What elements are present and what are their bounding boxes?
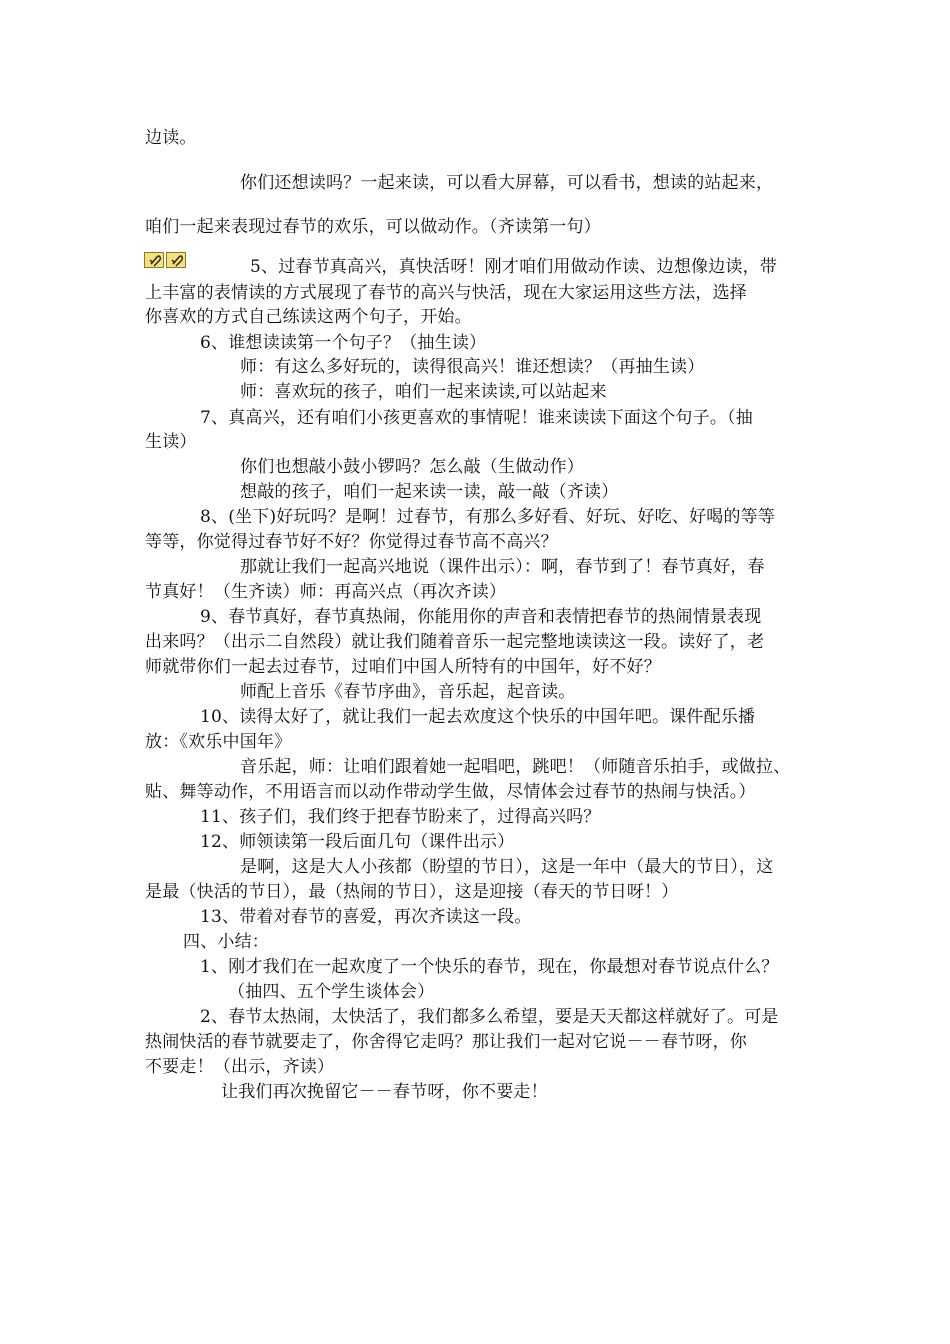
section-heading: 四、小结： xyxy=(183,932,269,952)
text-line: 想敲的孩子，咱们一起来读一读，敲一敲（齐读） xyxy=(240,482,619,502)
toolbar-icon-group xyxy=(144,252,186,268)
text-line: 7、真高兴，还有咱们小孩更喜欢的事情呢！谁来读读下面这个句子。（抽 xyxy=(200,408,753,428)
text-line: 1、刚才我们在一起欢度了一个快乐的春节，现在，你最想对春节说点什么？ xyxy=(200,957,779,977)
text-line: 8、(坐下)好玩吗？是啊！过春节，有那么多好看、好玩、好吃、好喝的等等 xyxy=(200,507,776,527)
text-line: 是啊，这是大人小孩都（盼望的节日），这是一年中（最大的节日），这 xyxy=(240,857,774,877)
text-line: 12、师领读第一段后面几句（课件出示） xyxy=(200,832,515,852)
text-line: 出来吗？（出示二自然段）就让我们随着音乐一起完整地读读这一段。读好了，老 xyxy=(145,632,765,652)
text-line: 热闹快活的春节就要走了，你舍得它走吗？那让我们一起对它说－－春节呀，你 xyxy=(145,1032,747,1052)
text-line: 让我们再次挽留它－－春节呀，你不要走！ xyxy=(221,1082,548,1102)
text-line: 是最（快活的节日），最（热闹的节日），这是迎接（春天的节日呀！） xyxy=(145,882,679,902)
text-line: 6、谁想读读第一个句子？（抽生读） xyxy=(200,333,487,353)
text-line: 10、读得太好了，就让我们一起去欢度这个快乐的中国年吧。课件配乐播 xyxy=(200,707,756,727)
paperclip-icon xyxy=(166,252,186,268)
text-line: 边读。 xyxy=(145,128,197,148)
text-line: 放：《欢乐中国年》 xyxy=(145,732,292,752)
paperclip-icon xyxy=(144,252,164,268)
text-line: 音乐起，师：让咱们跟着她一起唱吧，跳吧！（师随音乐拍手，或做拉、 xyxy=(240,757,791,777)
text-line: 你们还想读吗？一起来读，可以看大屏幕，可以看书，想读的站起来， xyxy=(240,173,774,193)
text-line: 11、孩子们，我们终于把春节盼来了，过得高兴吗？ xyxy=(200,807,601,827)
text-line: 上丰富的表情读的方式展现了春节的高兴与快活，现在大家运用这些方法，选择 xyxy=(145,283,747,303)
text-line: 生读） xyxy=(145,432,197,452)
text-line: 那就让我们一起高兴地说（课件出示）：啊，春节到了！春节真好，春 xyxy=(240,557,765,577)
text-line: 咱们一起来表现过春节的欢乐，可以做动作。（齐读第一句） xyxy=(145,217,601,237)
text-line: 2、春节太热闹，太快活了，我们都多么希望，要是天天都这样就好了。可是 xyxy=(200,1007,779,1027)
text-line: 等等，你觉得过春节好不好？你觉得过春节高不高兴？ xyxy=(145,532,558,552)
text-line: 13、带着对春节的喜爱，再次齐读这一段。 xyxy=(200,907,532,927)
text-line: 不要走！（出示，齐读） xyxy=(145,1057,335,1077)
text-line: 师就带你们一起去过春节，过咱们中国人所特有的中国年，好不好？ xyxy=(145,657,661,677)
text-line: 9、春节真好，春节真热闹，你能用你的声音和表情把春节的热闹情景表现 xyxy=(200,607,762,627)
text-line: 贴、舞等动作，不用语言而以动作带动学生做，尽情体会过春节的热闹与快活。） xyxy=(145,782,756,802)
text-line: （抽四、五个学生谈体会） xyxy=(228,982,435,1002)
text-line: 师：有这么多好玩的，读得很高兴！谁还想读？（再抽生读） xyxy=(240,357,705,377)
text-line: 师配上音乐《春节序曲》，音乐起，起音读。 xyxy=(240,682,576,702)
text-line: 师：喜欢玩的孩子，咱们一起来读读,可以站起来 xyxy=(240,382,607,402)
text-line: 节真好！（生齐读）师：再高兴点（再次齐读） xyxy=(145,582,507,602)
text-line: 你喜欢的方式自己练读这两个句子，开始。 xyxy=(145,307,472,327)
text-line: 你们也想敲小鼓小锣吗？怎么敲（生做动作） xyxy=(240,457,584,477)
text-line: 5、过春节真高兴，真快活呀！刚才咱们用做动作读、边想像边读，带 xyxy=(250,257,778,277)
